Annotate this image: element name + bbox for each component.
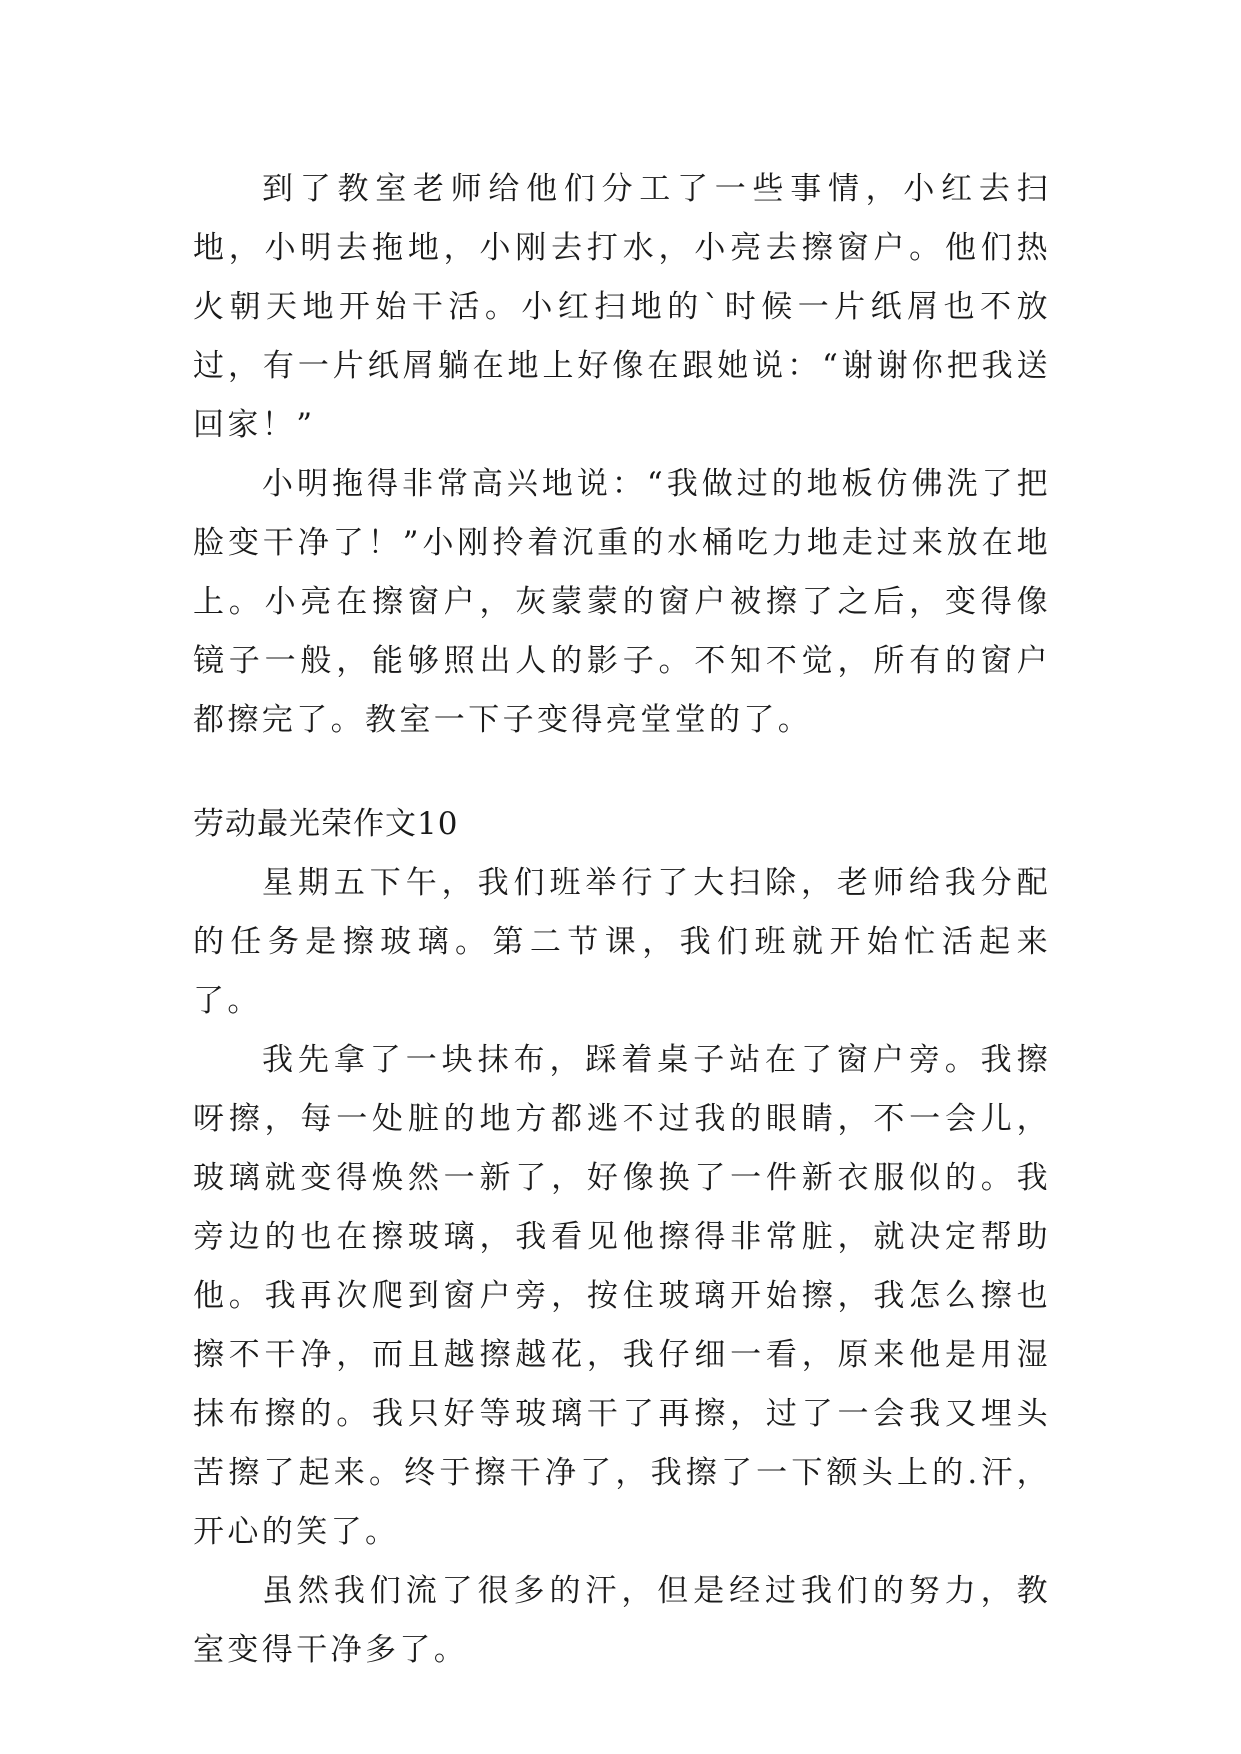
paragraph: 虽然我们流了很多的汗，但是经过我们的努力，教室变得干净多了。 [193, 1573, 1051, 1668]
paragraph: 到了教室老师给他们分工了一些事情，小红去扫地，小明去拖地，小刚去打水，小亮去擦窗户。他们热火朝天地开始干活。小红扫地的`时候一片纸屑也不放过，有一片纸屑躺在地上好像在跟她说：“谢谢你把我送回家！” [193, 171, 1051, 443]
paragraph: 星期五下午，我们班举行了大扫除，老师给我分配的任务是擦玻璃。第二节课，我们班就开始忙活起来了。 [193, 865, 1051, 1019]
document-body [193, 160, 1051, 1680]
section-title: 劳动最光荣作文10 [193, 806, 459, 842]
paragraph: 我先拿了一块抹布，踩着桌子站在了窗户旁。我擦呀擦，每一处脏的地方都逃不过我的眼睛，不一会儿，玻璃就变得焕然一新了，好像换了一件新衣服似的。我旁边的也在擦玻璃，我看见他擦得非常脏，就决定帮助他。我再次爬到窗户旁，按住玻璃开始擦，我怎么擦也擦不干净，而且越擦越花，我仔细一看，原来他是用湿抹布擦的。我只好等玻璃干了再擦，过了一会我又埋头苦擦了起来。终于擦干净了，我擦了一下额头上的.汗，开心的笑了。 [193, 1042, 1051, 1550]
paragraph: 小明拖得非常高兴地说：“我做过的地板仿佛洗了把脸变干净了！”小刚拎着沉重的水桶吃力地走过来放在地上。小亮在擦窗户，灰蒙蒙的窗户被擦了之后，变得像镜子一般，能够照出人的影子。不知不觉，所有的窗户都擦完了。教室一下子变得亮堂堂的了。 [193, 466, 1051, 738]
